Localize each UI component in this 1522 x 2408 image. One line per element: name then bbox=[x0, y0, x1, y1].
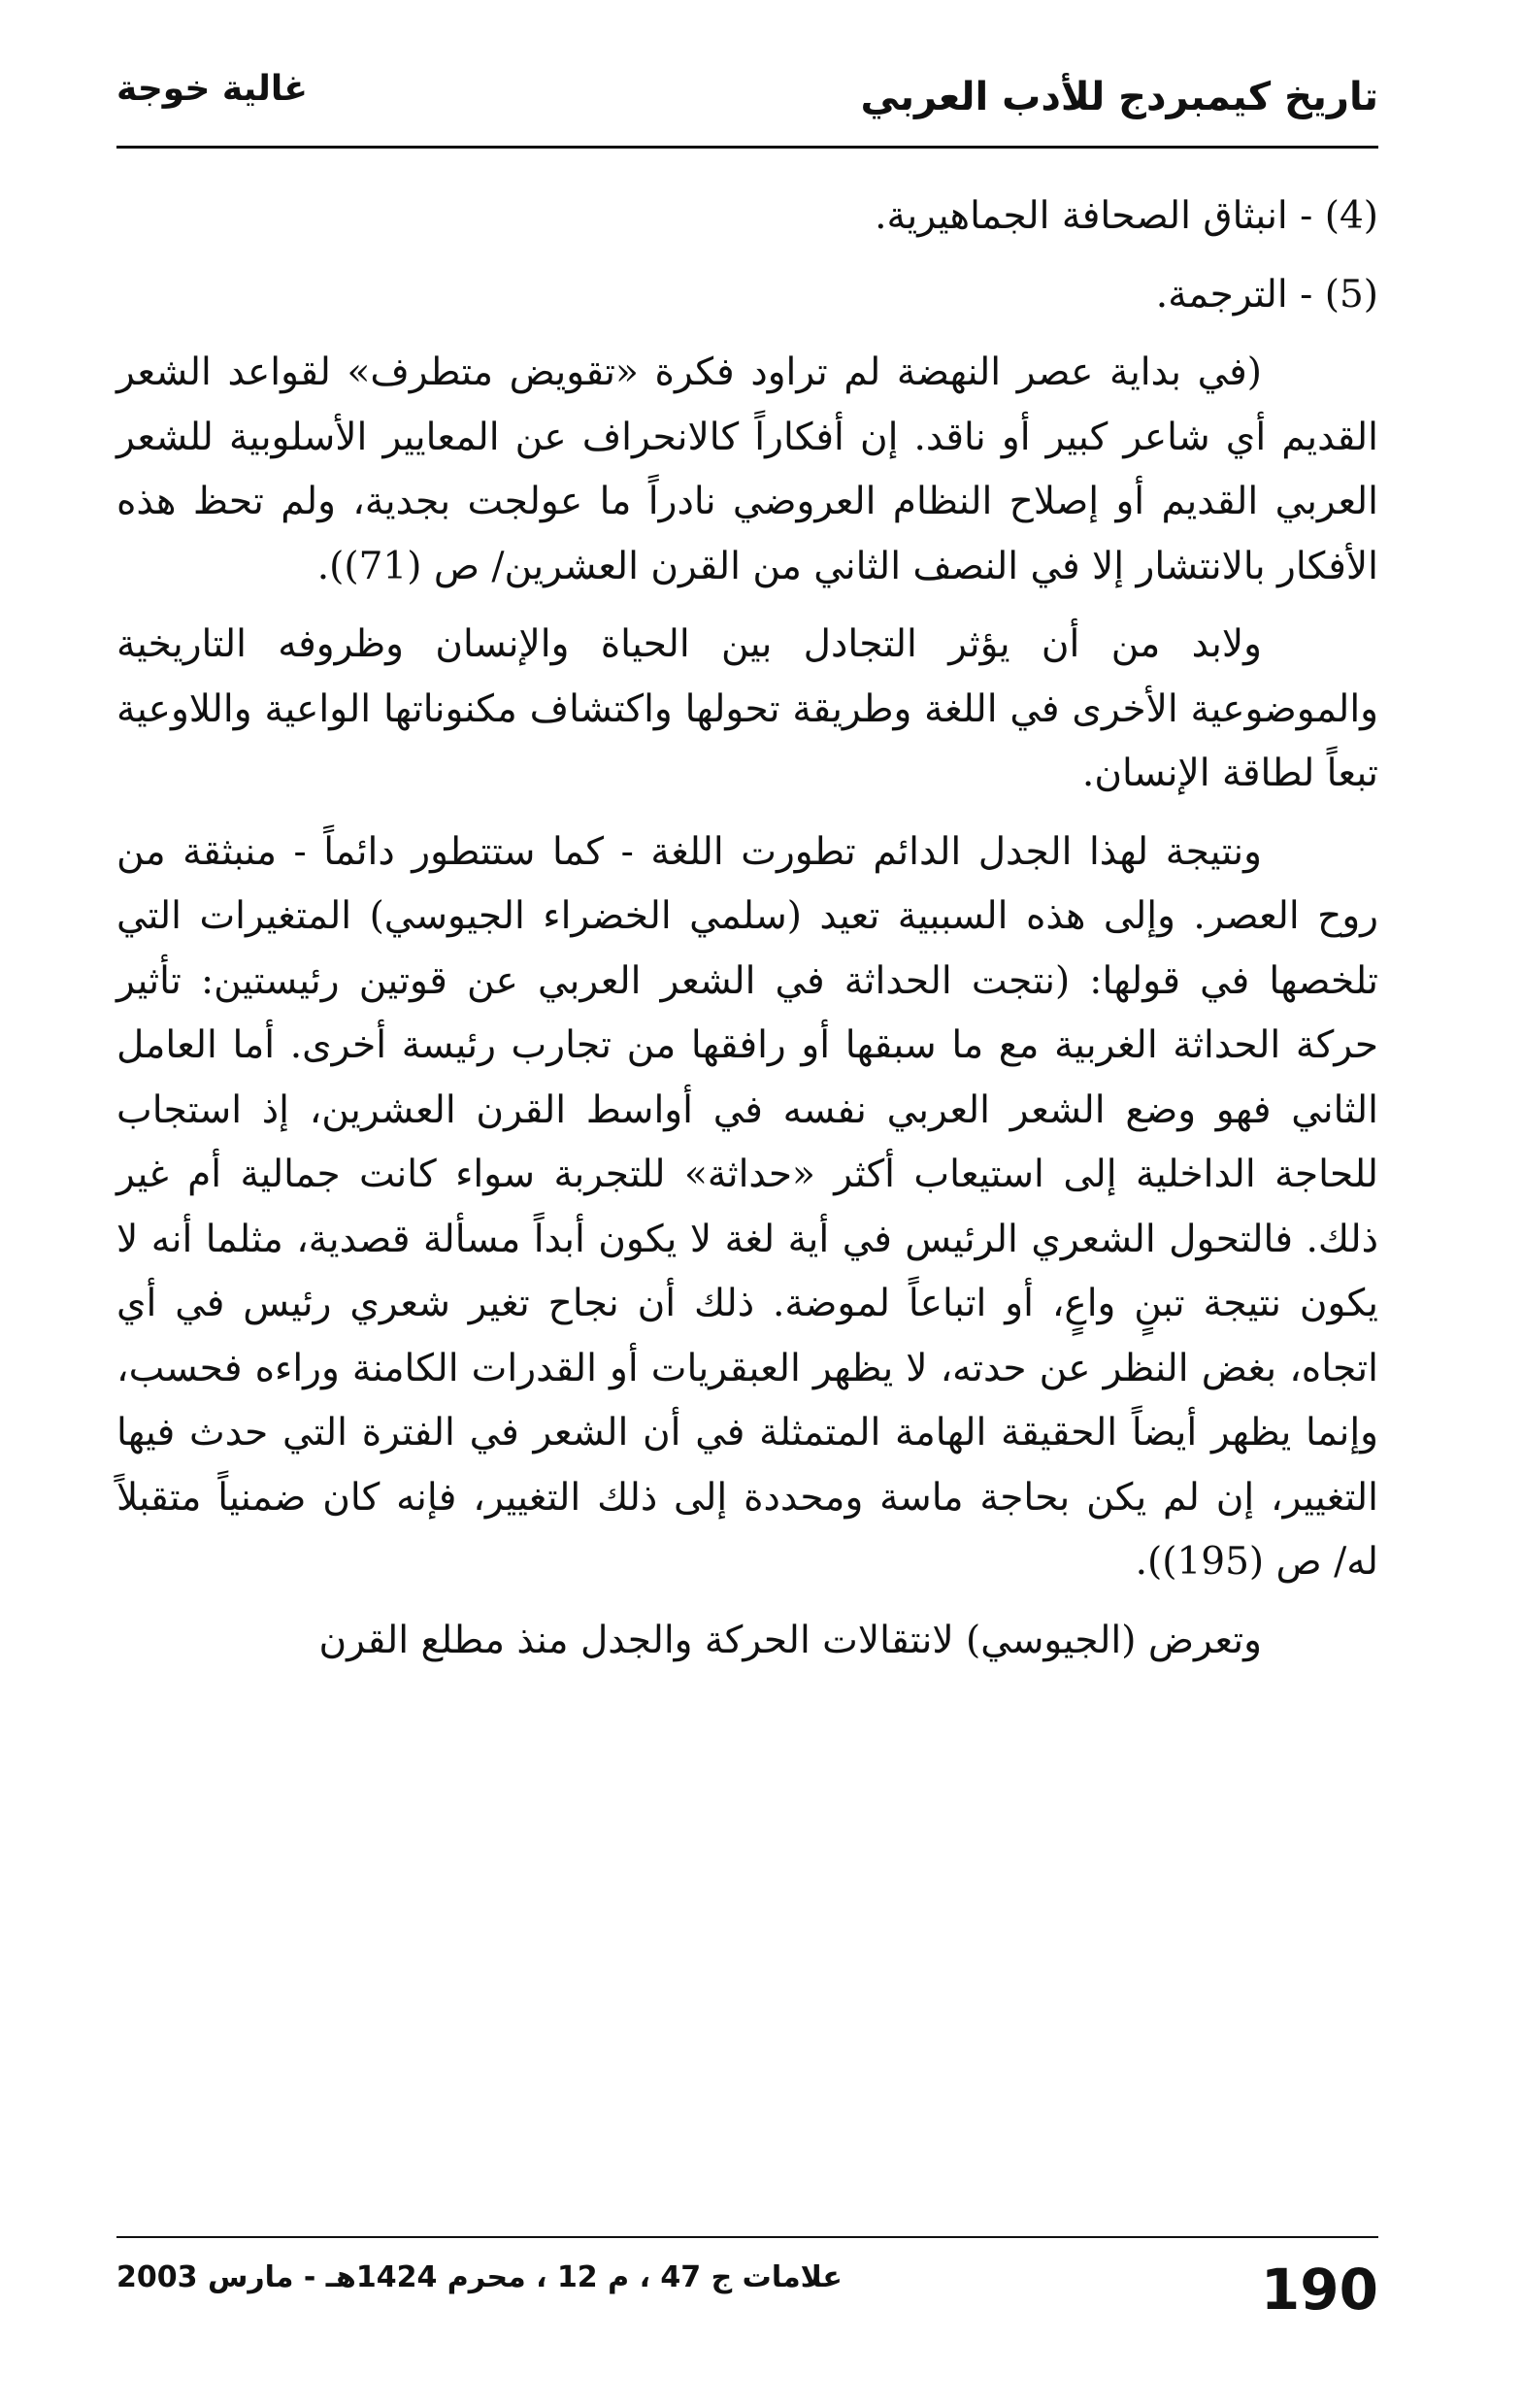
book-title: تاريخ كيمبردج للأدب العربي bbox=[860, 75, 1378, 119]
journal-citation: علامات ج 47 ، م 12 ، محرم 1424هـ - مارس 2003 bbox=[116, 2260, 843, 2294]
paragraph-continuation: وتعرض (الجيوسي) لانتقالات الحركة والجدل منذ مطلع القرن bbox=[318, 1618, 1262, 1662]
article-body bbox=[116, 184, 1378, 1687]
quote-paragraph: (في بداية عصر النهضة لم تراود فكرة «تقويض متطرف» لقواعد الشعر القديم أي شاعر كبير أو ناقد. إن أفكاراً كالانحراف عن المعايير الأسلوبية للشعر العربي القديم أو إصلاح النظام العروضي نادراً ما عولجت بجدية، ولم تحظ هذه الأفكار بالانتشار إلا في النصف الثاني من القرن العشرين/ ص (71)). bbox=[116, 351, 1378, 588]
footer-divider bbox=[116, 2236, 1378, 2238]
paragraph-dialectic: ولابد من أن يؤثر التجادل بين الحياة والإنسان وظروفه التاريخية والموضوعية الأخرى في اللغة وطريقة تحولها واكتشاف مكنوناتها الواعية واللاوعية تبعاً لطاقة الإنسان. bbox=[116, 622, 1378, 795]
list-item-4: (4) - انبثاق الصحافة الجماهيرية. bbox=[875, 194, 1378, 238]
running-header bbox=[116, 60, 1378, 138]
page-footer bbox=[116, 2251, 1378, 2338]
author-name: غالية خوجة bbox=[116, 69, 308, 109]
page-number: 190 bbox=[1260, 2257, 1378, 2323]
paragraph-jayyusi-quote: ونتيجة لهذا الجدل الدائم تطورت اللغة - كما ستتطور دائماً - منبثقة من روح العصر. وإلى هذه السببية تعيد (سلمي الخضراء الجيوسي) المتغيرات التي تلخصها في قولها: (نتجت الحداثة في الشعر العربي عن قوتين رئيستين: تأثير حركة الحداثة الغربية مع ما سبقها أو رافقها من تجارب رئيسة أخرى. أما العامل الثاني فهو وضع الشعر العربي نفسه في أواسط القرن العشرين، إذ استجاب للحاجة الداخلية إلى استيعاب أكثر «حداثة» للتجربة سواء كانت جمالية أم غير ذلك. فالتحول الشعري الرئيس في أية لغة لا يكون أبداً مسألة قصدية، مثلما أنه لا يكون نتيجة تبنٍ واعٍ، أو اتباعاً لموضة. ذلك أن نجاح تغير شعري رئيس في أي اتجاه، بغض النظر عن حدته، لا يظهر العبقريات أو القدرات الكامنة وراءه فحسب، وإنما يظهر أيضاً الحقيقة الهامة المتمثلة في أن الشعر في الفترة التي حدث فيها التغيير، إن لم يكن بحاجة ماسة ومحددة إلى ذلك التغيير، فإنه كان ضمنياً متقبلاً له/ ص (195)). bbox=[116, 829, 1378, 1584]
header-divider bbox=[116, 146, 1378, 149]
list-item-5: (5) - الترجمة. bbox=[1155, 272, 1378, 317]
